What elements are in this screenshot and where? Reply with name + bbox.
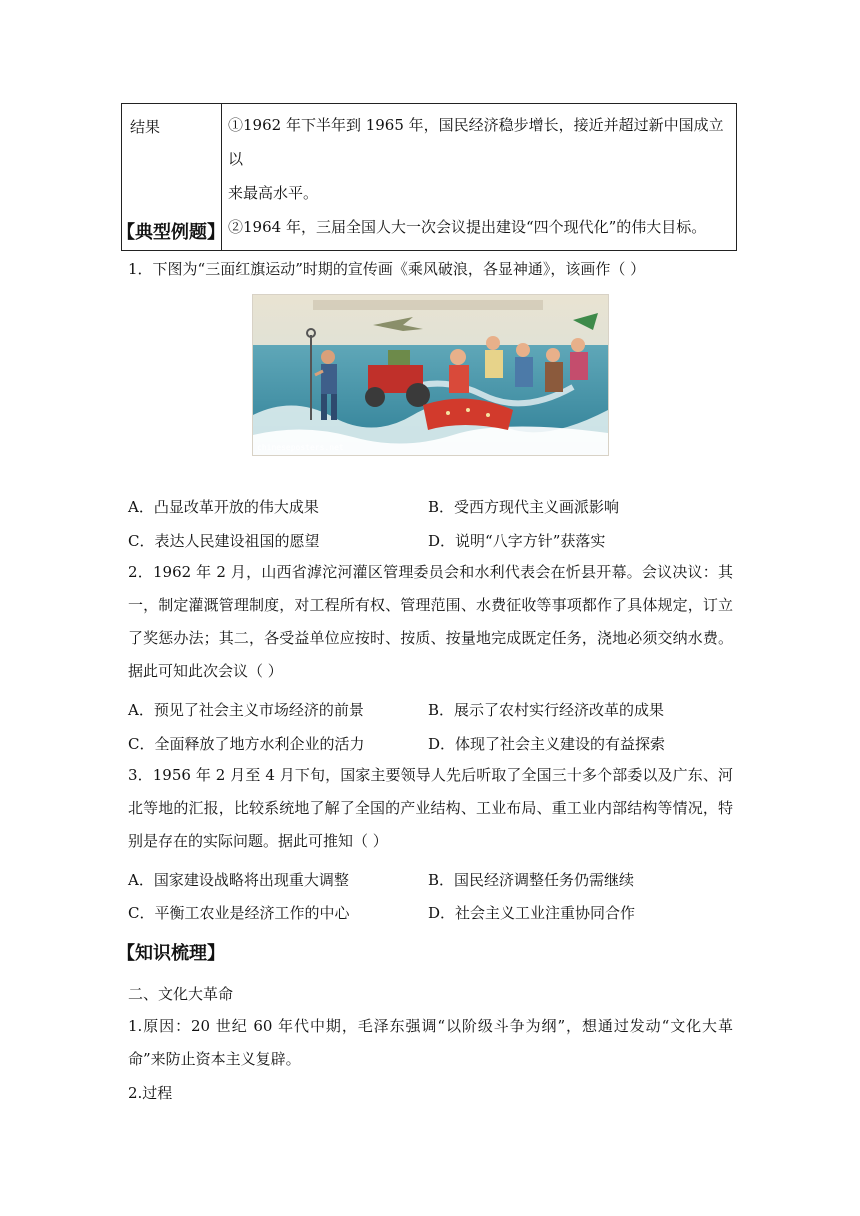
examples-heading: 【典型例题】 bbox=[117, 222, 225, 243]
section-2-title: 二、文化大革命 bbox=[128, 985, 234, 1003]
q1-option-b: B．受西方现代主义画派影响 bbox=[428, 498, 620, 516]
table-line-2: 来最高水平。 bbox=[228, 184, 319, 202]
q3-option-c: C．平衡工农业是经济工作的中心 bbox=[128, 904, 350, 922]
table-body-cell bbox=[222, 104, 737, 251]
q2-option-c: C．全面释放了地方水利企业的活力 bbox=[128, 735, 365, 753]
q1-option-a: A．凸显改革开放的伟大成果 bbox=[128, 498, 319, 516]
q2-option-d: D．体现了社会主义建设的有益探索 bbox=[428, 735, 666, 753]
q3-option-a: A．国家建设战略将出现重大调整 bbox=[128, 871, 349, 889]
q3-option-b: B．国民经济调整任务仍需继续 bbox=[428, 871, 635, 889]
propaganda-poster-image bbox=[252, 294, 609, 456]
table-line-3: ②1964 年，三届全国人大一次会议提出建设“四个现代化”的伟大目标。 bbox=[228, 218, 707, 236]
q1-stem: 1．下图为“三面红旗运动”时期的宣传画《乘风破浪，各显神通》，该画作（ ） bbox=[128, 260, 646, 278]
item-2-process: 2.过程 bbox=[128, 1084, 173, 1102]
knowledge-heading: 【知识梳理】 bbox=[117, 943, 225, 964]
q2-option-a: A．预见了社会主义市场经济的前景 bbox=[128, 701, 364, 719]
q2-stem: 2．1962 年 2 月，山西省滹沱河灌区管理委员会和水利代表会在忻县开幕。会议决议：其一，制定灌溉管理制度，对工程所有权、管理范围、水费征收等事项都作了具体规定，订立了奖惩办法；其二，各受益单位应按时、按质、按量地完成既定任务，浇地必须交纳水费。据此可知此次会议（ ） bbox=[128, 563, 733, 680]
poster-watermark: chineseposters.net bbox=[257, 443, 344, 452]
q1-option-d: D．说明“八字方针”获落实 bbox=[428, 532, 606, 550]
q1-option-c: C．表达人民建设祖国的愿望 bbox=[128, 532, 320, 550]
table-line-1: ①1962 年下半年到 1965 年，国民经济稳步增长，接近并超过新中国成立以 bbox=[228, 116, 724, 168]
item-1-cause: 1.原因：20 世纪 60 年代中期，毛泽东强调“以阶级斗争为纲”，想通过发动“文化大革命”来防止资本主义复辟。 bbox=[128, 1017, 733, 1068]
table-label-cell: 结果 bbox=[122, 104, 222, 251]
q2-option-b: B．展示了农村实行经济改革的成果 bbox=[428, 701, 665, 719]
q3-stem: 3．1956 年 2 月至 4 月下旬，国家主要领导人先后听取了全国三十多个部委以及广东、河北等地的汇报，比较系统地了解了全国的产业结构、工业布局、重工业内部结构等情况，特别是存在的实际问题。据此可推知（ ） bbox=[128, 766, 733, 850]
q3-option-d: D．社会主义工业注重协同合作 bbox=[428, 904, 636, 922]
